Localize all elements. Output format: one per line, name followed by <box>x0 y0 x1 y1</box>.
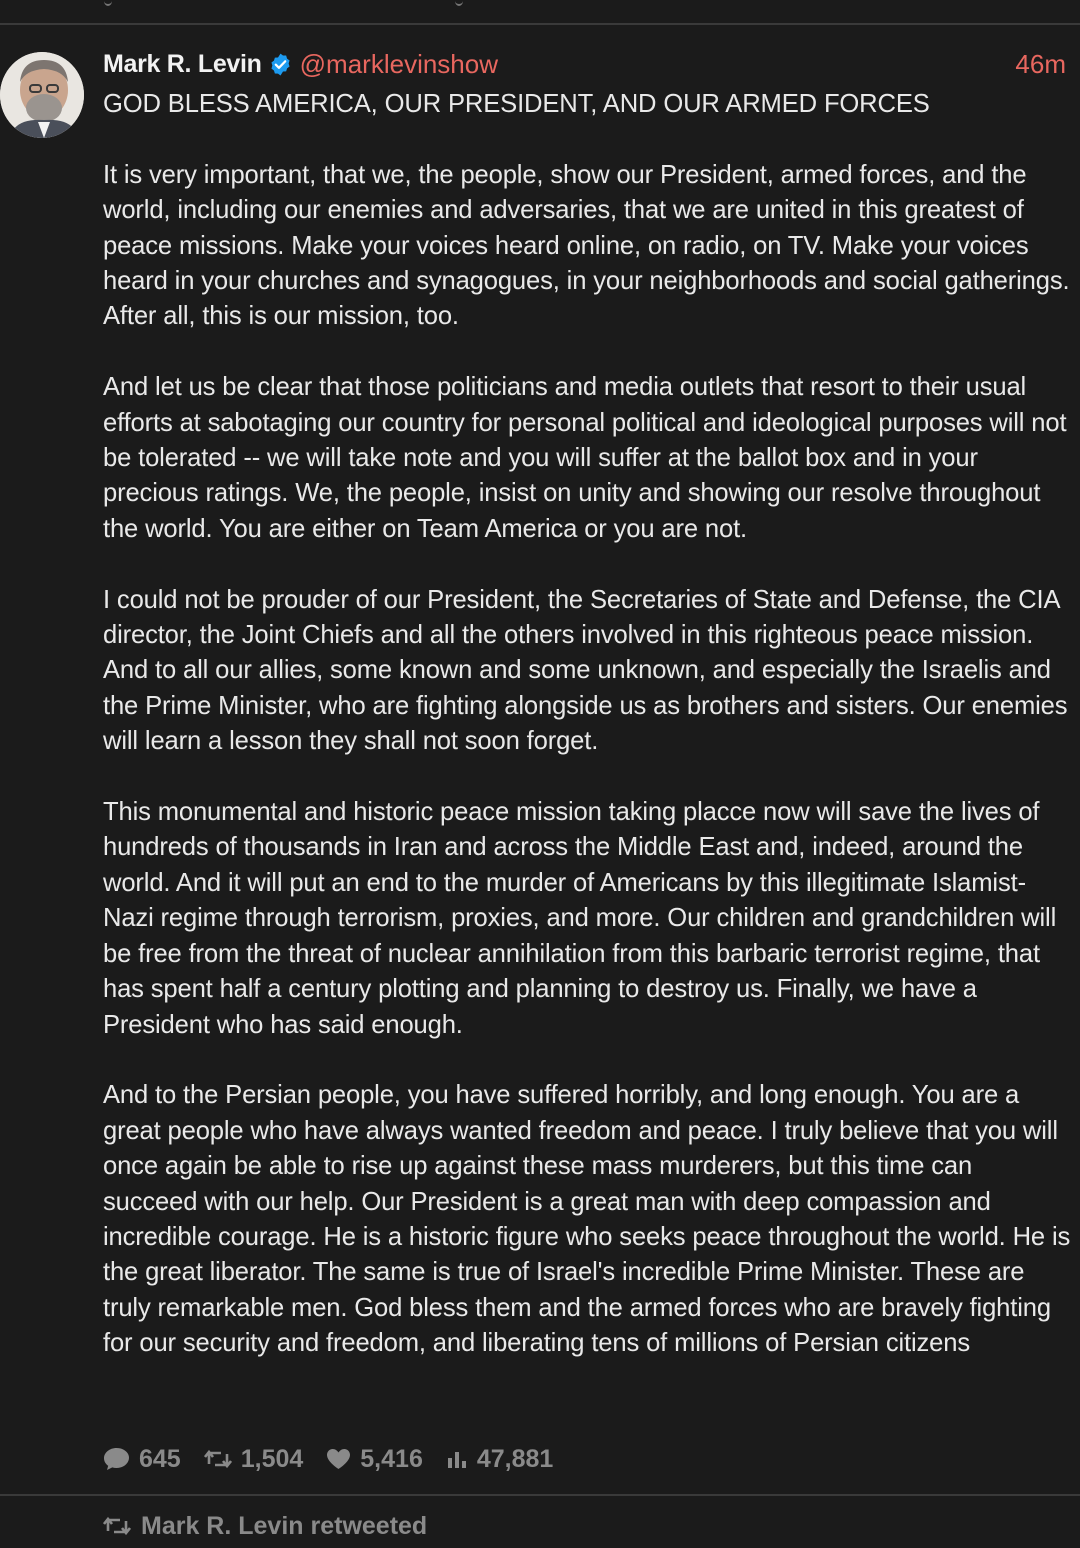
view-count: 47,881 <box>476 1444 554 1473</box>
repost-icon <box>103 1515 131 1537</box>
post-headline: GOD BLESS AMERICA, OUR PRESIDENT, AND OUR ARMED FORCES <box>103 90 930 118</box>
post-paragraph: And let us be clear that those politicians and media outlets that resort to their usual efforts at sabotaging our country for personal political and ideological purposes will not be tolerated -- we will take note and you will suffer at the ballot box and in your precious ratings. We, the people, insist on unity and showing our resolve throughout the world. You are either on Team America or you are not. <box>103 373 1067 543</box>
avatar-photo <box>0 52 84 138</box>
like-count: 5,416 <box>360 1444 423 1473</box>
repost-count: 1,504 <box>240 1444 304 1473</box>
repost-button[interactable] <box>204 1445 304 1474</box>
heart-icon <box>326 1448 351 1470</box>
post-actions <box>103 1441 576 1477</box>
previous-post-fragment <box>100 0 480 6</box>
post-paragraph: This monumental and historic peace mission taking placce now will save the lives of hundreds of thousands in Iran and across the Middle East and, indeed, around the world. And it will put an end to the murder of Americans by this illegitimate Islamist-Nazi regime through terrorism, proxies, and more. Our children and grandchildren will be free from the threat of nuclear annihilation from this barbaric terrorist regime, that has spent half a century plotting and planning to destroy us. Finally, we have a President who has said enough. <box>103 798 1057 1039</box>
author-handle[interactable]: @marklevinshow <box>299 48 498 79</box>
verified-check-icon <box>268 52 293 77</box>
author-name[interactable]: Mark R. Levin <box>103 49 262 78</box>
repost-icon <box>204 1448 232 1470</box>
retweet-label: Mark R. Levin retweeted <box>141 1511 428 1540</box>
post-paragraph: And to the Persian people, you have suffered horribly, and long enough. You are a great people who have always wanted freedom and peace. I truly believe that you will once again be able to rise up against these mass murderers, but this time can succeed with our help. Our President is a great man with deep compassion and incredible courage. He is a historic figure who seeks peace throughout the world. He is the great liberator. The same is true of Israel's incredible Prime Minister. These are truly remarkable men. God bless them and the armed forces who are bravely fighting for our security and freedom, and liberating tens of millions of Persian citizens <box>103 1081 1071 1358</box>
post-paragraph: I could not be prouder of our President, the Secretaries of State and Defense, the CIA director, the Joint Chiefs and all the others involved in this righteous peace mission. And to all our allies, some known and some unknown, and especially the Israelis and the Prime Minister, who are fighting alongside us as brothers and sisters. Our enemies will learn a lesson they shall not soon forget. <box>103 585 1068 756</box>
views-button[interactable] <box>446 1445 553 1474</box>
bar-chart-icon <box>446 1449 468 1469</box>
post-header <box>103 46 498 82</box>
avatar[interactable] <box>0 52 84 138</box>
post-timestamp[interactable]: 46m <box>1015 49 1066 79</box>
reply-count: 645 <box>139 1444 181 1473</box>
post-divider <box>0 1494 1080 1496</box>
like-button[interactable] <box>326 1445 423 1474</box>
reply-button[interactable] <box>103 1445 181 1474</box>
speech-bubble-icon <box>103 1447 130 1471</box>
top-divider <box>0 23 1080 25</box>
post-body <box>103 87 1073 1362</box>
retweet-indicator[interactable] <box>103 1508 427 1544</box>
post-paragraph: It is very important, that we, the people, show our President, armed forces, and the world, including our enemies and adversaries, that we are united in this greatest of peace missions. Make your voices heard online, on radio, on TV. Make your voices heard in your churches and synagogues, in your neighborhoods and social gatherings. After all, this is our mission, too. <box>103 160 1070 331</box>
